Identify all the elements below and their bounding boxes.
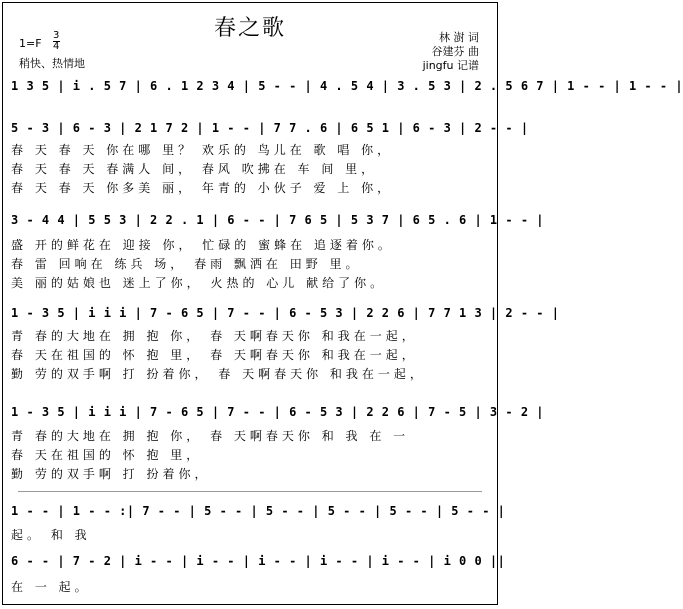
- system-5-lyric-3: 勤 劳的双手啊 打 扮着你，: [11, 467, 211, 481]
- score-sheet: [2, 2, 683, 605]
- system-5-notes: 1 - 3 5 | i i i | 7 - 6 5 | 7 - - | 6 - 5 3 | 2 2 6 | 7 - 5 | 3 - 2 |: [11, 405, 544, 419]
- system-2-lyric-2: 春 天 春 天 春满人 间， 春风 吹拂在 车 间 里，: [11, 162, 378, 176]
- time-signature-bottom: 4: [53, 41, 60, 52]
- system-5-lyric-2: 春 天在祖国的 怀 抱 里，: [11, 448, 203, 462]
- key-signature: 1=F: [19, 37, 42, 50]
- system-2-lyric-3: 春 天 春 天 你多美 丽， 年青的 小伙子 爱 上 你，: [11, 181, 394, 195]
- system-7-notes: 6 - - | 7 - 2 | i - - | i - - | i - - | i - - | i - - | i 0 0 ||: [11, 554, 506, 568]
- time-signature: [53, 31, 60, 52]
- system-6-lyric-1: 起。 和 我: [11, 528, 91, 542]
- system-3-lyric-2: 春 雷 回响在 练兵 场， 春雨 飘洒在 田野 里。: [11, 257, 362, 271]
- system-4-lyric-1: 青 春的大地在 拥 抱 你， 春 天啊春天你 和我在一起，: [11, 329, 418, 343]
- system-4-notes: 1 - 3 5 | i i i | 7 - 6 5 | 7 - - | 6 - 5 3 | 2 2 6 | 7 7 1 3 | 2 - - |: [11, 306, 560, 320]
- system-1-notes: 1 3 5 | i . 5 7 | 6 . 1 2 3 4 | 5 - - | 4 . 5 4 | 3 . 5 3 | 2 . 5 6 7 | 1 - - | 1 - - |: [11, 79, 683, 93]
- system-2-lyric-1: 春 天 春 天 你在哪 里？ 欢乐的 鸟儿在 歌 唱 你，: [11, 143, 394, 157]
- tempo-marking: 稍快、热情地: [19, 57, 85, 70]
- time-signature-top: 3: [53, 30, 60, 41]
- system-3-lyric-3: 美 丽的姑娘也 迷上了你， 火热的 心儿 献给了你。: [11, 276, 387, 290]
- system-6-notes: 1 - - | 1 - - :| 7 - - | 5 - - | 5 - - | 5 - - | 5 - - | 5 - - |: [11, 504, 506, 518]
- composer-credit: 谷建芬 曲: [431, 45, 479, 58]
- system-5-lyric-1: 青 春的大地在 拥 抱 你， 春 天啊春天你 和 我 在 一: [11, 429, 410, 443]
- song-title: 春之歌: [213, 16, 286, 41]
- transcriber-credit: jingfu 记谱: [422, 59, 479, 72]
- system-4-lyric-3: 勤 劳的双手啊 打 扮着你， 春 天啊春天你 和我在一起，: [11, 367, 426, 381]
- system-4-lyric-2: 春 天在祖国的 怀 抱 里， 春 天啊春天你 和我在一起，: [11, 348, 418, 362]
- system-3-notes: 3 - 4 4 | 5 5 3 | 2 2 . 1 | 6 - - | 7 6 5 | 5 3 7 | 6 5 . 6 | 1 - - |: [11, 213, 544, 227]
- system-2-notes: 5 - 3 | 6 - 3 | 2 1 7 2 | 1 - - | 7 7 . 6 | 6 5 1 | 6 - 3 | 2 - - |: [11, 121, 529, 135]
- lyricist-credit: 林 澍 词: [439, 31, 479, 44]
- system-3-lyric-1: 盛 开的鲜花在 迎接 你， 忙碌的 蜜蜂在 追逐着你。: [11, 238, 394, 252]
- system-7-lyric-1: 在 一 起。: [11, 580, 91, 594]
- volta-line: [18, 491, 482, 492]
